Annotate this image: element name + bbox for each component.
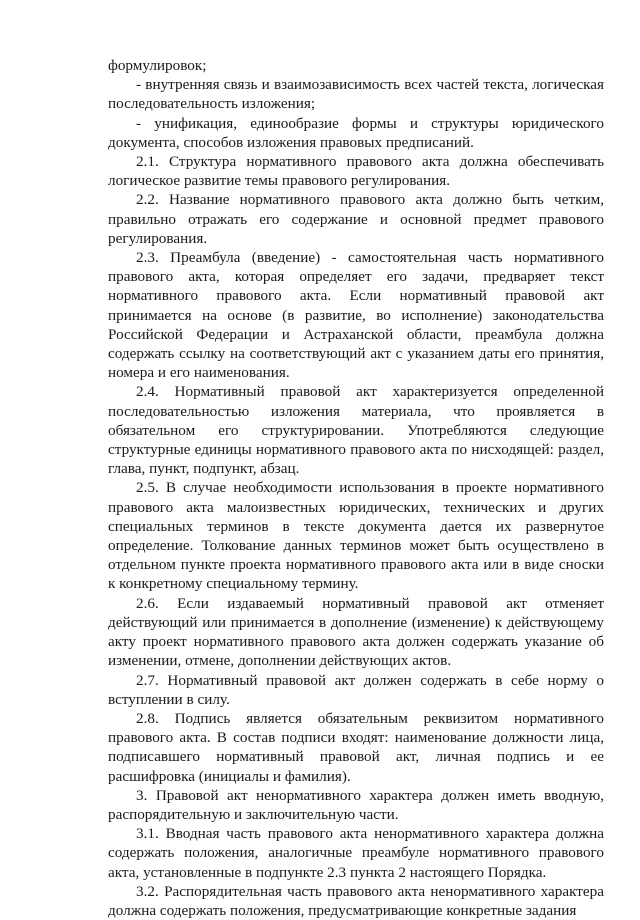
paragraph: 2.5. В случае необходимости использования в проекте нормативного правового акта малоизвестных юридических, технических и других специальных терминов в тексте документа дается их развернутое определение. Толкование данных терминов может быть осуществлено в отдельном пункте проекта нормативного правового акта или в виде сноски к конкретному специальному термину. (108, 479, 604, 593)
paragraph: 2.2. Название нормативного правового акта должно быть четким, правильно отражать его содержание и основной предмет правового регулирования. (108, 191, 604, 247)
paragraph: - унификация, единообразие формы и структуры юридического документа, способов изложения правовых предписаний. (108, 114, 604, 151)
paragraph: 3. Правовой акт ненормативного характера должен иметь вводную, распорядительную и заключительную части. (108, 786, 604, 823)
paragraph: 3.1. Вводная часть правового акта ненормативного характера должна содержать положения, аналогичные преамбуле нормативного правового акта, установленные в подпункте 2.3 пункта 2 настоящего Порядка. (108, 825, 604, 881)
paragraph: 2.3. Преамбула (введение) - самостоятельная часть нормативного правового акта, которая определяет его задачи, предваряет текст нормативного правового акта. Если нормативный правовой акт принимается на основе (в развитие, во исполнение) законодательства Российской Федерации и Астраханской области, преамбула должна содержать ссылку на соответствующий акт с указанием даты его принятия, номера и его наименования. (108, 249, 604, 382)
paragraph: 2.6. Если издаваемый нормативный правовой акт отменяет действующий или принимается в дополнение (изменение) к действующему акту проект нормативного правового акта должен содержать указание об изменении, отмене, дополнении действующих актов. (108, 594, 604, 670)
paragraph: 3.2. Распорядительная часть правового акта ненормативного характера должна содержать положения, предусматривающие конкретные задания (108, 882, 604, 919)
paragraph: 2.8. Подпись является обязательным реквизитом нормативного правового акта. В состав подписи входят: наименование должности лица, подписавшего нормативный правовой акт, личная подпись и ее расшифровка (инициалы и фамилия). (108, 709, 604, 785)
paragraph: 2.1. Структура нормативного правового акта должна обеспечивать логическое развитие темы правового регулирования. (108, 153, 604, 190)
paragraph: 2.4. Нормативный правовой акт характеризуется определенной последовательностью изложения материала, что проявляется в обязательном его структурировании. Употребляются следующие структурные единицы нормативного правового акта по нисходящей: раздел, глава, пункт, подпункт, абзац. (108, 383, 604, 478)
paragraph: формулировок; (108, 57, 207, 74)
paragraph: 2.7. Нормативный правовой акт должен содержать в себе норму о вступлении в силу. (108, 671, 604, 708)
paragraph: - внутренняя связь и взаимозависимость всех частей текста, логическая последовательность изложения; (108, 76, 604, 113)
